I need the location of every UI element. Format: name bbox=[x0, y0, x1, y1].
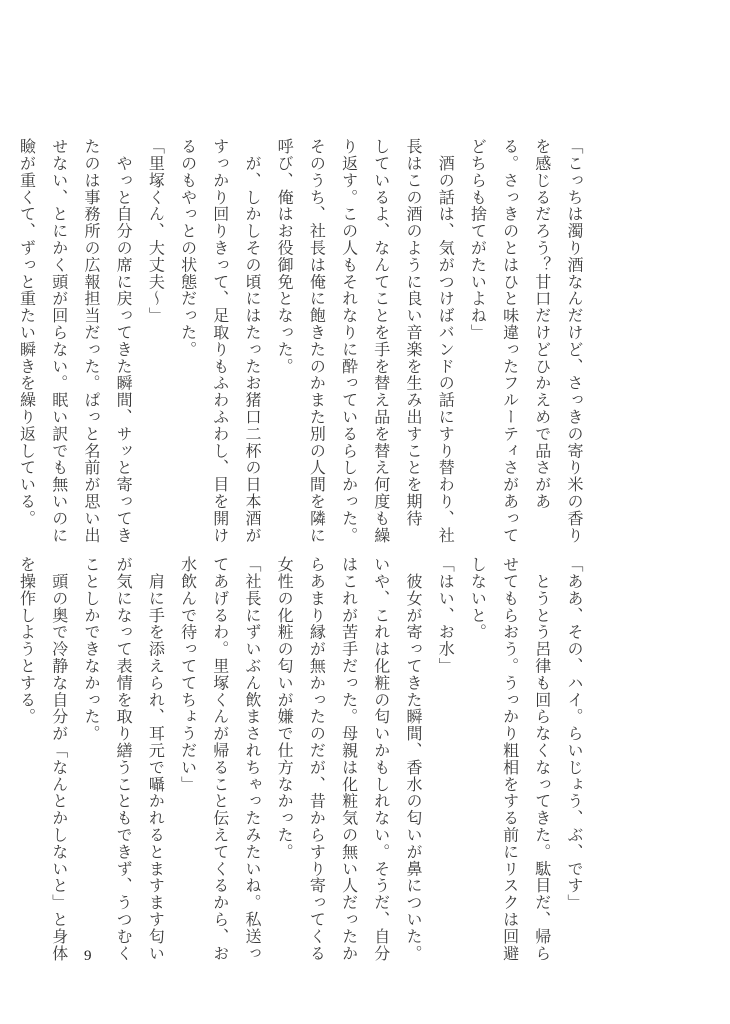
text-column: が気になって表情を取り繕うこともできず、うつむく bbox=[114, 556, 134, 962]
text-column: しているよ、なんてことを手を替え品を替え何度も繰 bbox=[371, 138, 391, 544]
lower-text-block bbox=[10, 556, 590, 962]
text-column: を感じるだろう？甘口だけどひかえめで品さがあ bbox=[532, 138, 552, 510]
text-column: いや、これは化粧の匂いかもしれない。そうだ、自分 bbox=[371, 556, 391, 962]
text-column: しないと。 bbox=[468, 556, 488, 641]
text-column: 呼び、俺はお役御免となった。 bbox=[275, 138, 295, 375]
text-column: 「ああ、その、ハイ。らいじょう、ぶ、です」 bbox=[565, 556, 584, 911]
text-column: 「社長にずいぶん飲まされちゃったみたいね。私送っ bbox=[242, 556, 262, 962]
text-column: 彼女が寄ってきた瞬間、香水の匂いが鼻についた。 bbox=[403, 556, 423, 962]
text-column: 酒の話は、気がつけばバンドの話にすり替わり、社 bbox=[436, 138, 456, 544]
text-column: る。さっきのとはひと味違ったフルーティさがあって bbox=[500, 138, 520, 544]
text-column: やっと自分の席に戻ってきた瞬間、サッと寄ってき bbox=[114, 138, 134, 544]
text-column: ことしかできなかった。 bbox=[81, 556, 101, 742]
text-column: を操作しようとする。 bbox=[17, 556, 37, 725]
text-column: 「こっちは濁り酒なんだけど、さっきの寄り米の香り bbox=[565, 138, 584, 544]
text-column: 「里塚くん、大丈夫～」 bbox=[146, 138, 166, 324]
text-column: はこれが苦手だった。母親は化粧気の無い人だったか bbox=[339, 556, 359, 962]
upper-text-block bbox=[10, 138, 590, 544]
text-column: すっかり回りきって、足取りもふわふわし、目を開け bbox=[210, 138, 230, 544]
text-column: たのは事務所の広報担当だった。ぱっと名前が思い出 bbox=[81, 138, 101, 544]
text-column: 女性の化粧の匂いが嫌で仕方なかった。 bbox=[275, 556, 295, 861]
text-column: 瞼が重くて、ずっと重たい瞬きを繰り返している。 bbox=[17, 138, 37, 527]
text-column: らあまり縁が無かったのだが、昔からすり寄ってくる bbox=[307, 556, 327, 962]
text-column: 「はい、お水」 bbox=[436, 556, 456, 675]
text-column: とうとう呂律も回らなくなってきた。駄目だ、帰ら bbox=[532, 556, 552, 962]
text-column: 水飲んで待っててちょうだい」 bbox=[178, 556, 198, 793]
text-column: 長はこの酒のように良い音楽を生み出すことを期待 bbox=[403, 138, 423, 527]
text-column: 頭の奥で冷静な自分が「なんとかしないと」と身体 bbox=[49, 556, 69, 962]
text-column: どちらも捨てがたいよね」 bbox=[468, 138, 488, 341]
text-column: てあげるわ。里塚くんが帰ること伝えてくるから、お bbox=[210, 556, 230, 962]
text-column: り返す。この人もそれなりに酔っているらしかった。 bbox=[339, 138, 359, 544]
text-column: が、しかしその頃にはたったお猪口二杯の日本酒が bbox=[242, 138, 262, 544]
text-column: せてもらおう。うっかり粗相をする前にリスクは回避 bbox=[500, 556, 520, 962]
text-column: せない、とにかく頭が回らない。眠い訳でも無いのに bbox=[49, 138, 69, 544]
page-number: 9 bbox=[84, 948, 92, 964]
text-column: るのもやっとの状態だった。 bbox=[178, 138, 198, 358]
text-column: 肩に手を添えられ、耳元で囁かれるとますます匂い bbox=[146, 556, 166, 962]
text-column: そのうち、社長は俺に飽きたのかまた別の人間を隣に bbox=[307, 138, 327, 544]
